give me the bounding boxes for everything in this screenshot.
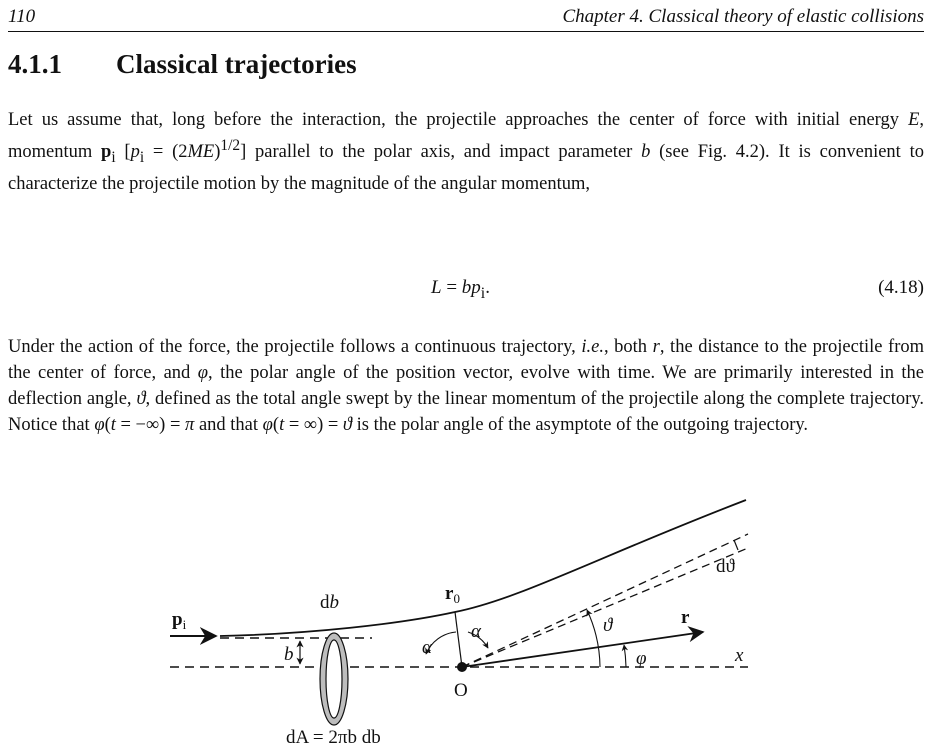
paragraph-intro: Let us assume that, long before the interaction, the projectile approaches the center of force with initial energy E, momentum $p_i$ $[p_i = (2ME)^{1/2}]$ parallel to the polar axis, and impact parameter b (see Fig. 4.2). It is convenient to characterize the projectile motion by the magnitude of the angular momentum, xyxy=(8,110,924,194)
label-dA: dA = 2πb db xyxy=(286,727,381,748)
equation-body: $L = bp_i$. xyxy=(431,277,490,302)
section-number: 4.1.1 xyxy=(8,49,62,79)
phi-arc xyxy=(624,645,626,667)
r0-vector xyxy=(455,612,462,667)
paragraph-trajectory: Under the action of the force, the projectile follows a continuous trajectory, i.e., both r, the distance to the projectile from the center of force, and φ, the polar angle of the position vector, evolve with time. We are primarily interested in the deflection angle, ϑ, defined as the total angle swept by the linear momentum of the projectile along the complete trajectory. Notice that φ(t = −∞) = π and that φ(t = ∞) = ϑ is the polar angle of the asymptote of the outgoing trajectory. xyxy=(8,337,925,435)
label-r0: $r_0$ xyxy=(445,583,460,606)
label-x-axis: x xyxy=(735,645,744,666)
label-dtheta: dϑ xyxy=(716,556,735,577)
dtheta-tick xyxy=(734,540,738,550)
label-theta: ϑ xyxy=(603,615,613,636)
label-b: b xyxy=(284,644,294,665)
scattering-diagram-svg xyxy=(160,486,770,748)
chapter-title: Chapter 4. Classical theory of elastic collisions xyxy=(562,6,924,27)
label-db: db xyxy=(320,592,339,613)
figure-scattering-diagram xyxy=(160,486,770,748)
trajectory-curve xyxy=(220,500,746,636)
running-head xyxy=(8,6,924,32)
label-alpha-right: α xyxy=(471,621,481,642)
label-r-vector: r xyxy=(681,607,690,628)
equation-4-18 xyxy=(8,277,924,307)
header-rule xyxy=(8,31,924,32)
section-heading xyxy=(8,49,357,80)
asymptote-line-2 xyxy=(462,548,748,667)
label-alpha-left: α xyxy=(422,637,432,658)
label-origin: O xyxy=(454,680,468,701)
ring-inner xyxy=(326,640,342,718)
label-phi: φ xyxy=(636,648,647,669)
page-number: 110 xyxy=(8,6,36,27)
origin-point xyxy=(457,662,467,672)
equation-number: (4.18) xyxy=(878,277,924,298)
section-title: Classical trajectories xyxy=(116,49,357,79)
theta-arc xyxy=(587,610,600,667)
label-p-i: $p_i$ xyxy=(172,609,187,632)
